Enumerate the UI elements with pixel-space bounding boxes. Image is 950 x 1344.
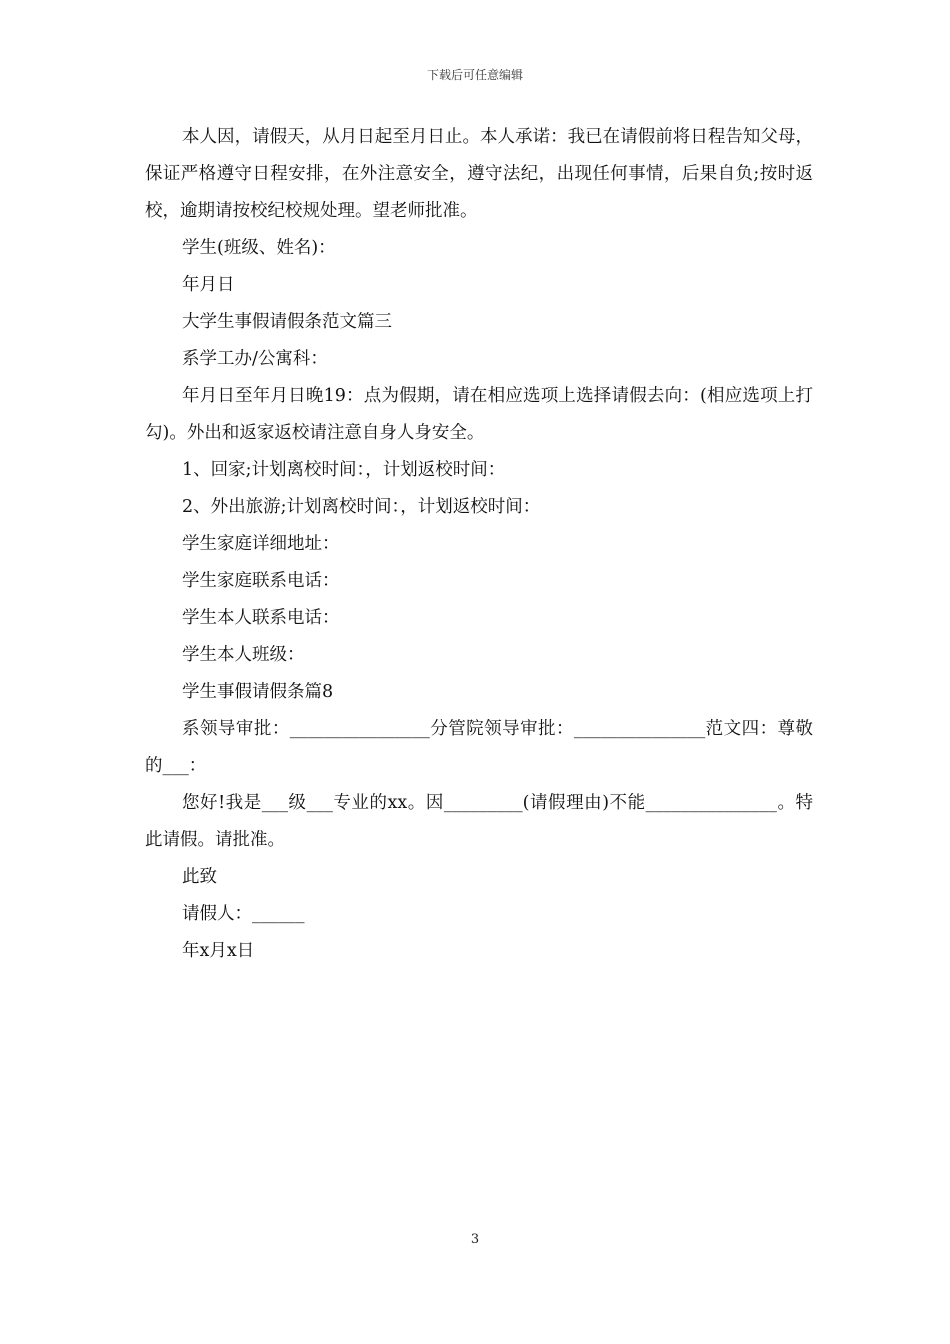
paragraph-option-travel: 2、外出旅游;计划离校时间：，计划返校时间： [182,497,541,517]
paragraph-home-phone: 学生家庭联系电话： [182,571,340,591]
page-header: 下载后可任意编辑 [426,68,523,82]
paragraph-student-class-name: 学生(班级、姓名)： [182,238,336,258]
section-title-3: 大学生事假请假条范文篇三 [182,312,392,332]
paragraph-home-address: 学生家庭详细地址： [182,534,340,554]
document-body [145,119,813,970]
paragraph-student-class: 学生本人班级： [182,645,305,665]
section-title-8: 学生事假请假条篇8 [182,682,334,702]
paragraph-student-phone: 学生本人联系电话： [182,608,340,628]
paragraph-option-home: 1、回家;计划离校时间：，计划返校时间： [182,460,506,480]
paragraph-approval: 系领导审批：________________分管院领导审批：_______________范文四：尊敬的___： [145,719,813,776]
page-number: 3 [470,1232,480,1247]
paragraph-pledge: 本人因，请假天，从月日起至月日止。本人承诺：我已在请假前将日程告知父母，保证严格遵守日程安排，在外注意安全，遵守法纪，出现任何事情，后果自负;按时返校，逾期请按校纪校规处理。望老师批准。 [145,127,813,221]
paragraph-holiday-notice: 年月日至年月日晚19：点为假期，请在相应选项上选择请假去向：(相应选项上打勾)。外出和返家返校请注意自身人身安全。 [145,386,813,443]
paragraph-greeting: 您好!我是___级___专业的xx。因_________(请假理由)不能_______________。特此请假。请批准。 [145,793,813,850]
paragraph-sign-date: 年x月x日 [182,941,255,961]
paragraph-applicant: 请假人：______ [182,904,305,924]
paragraph-addressee: 系学工办/公寓科： [182,349,328,369]
paragraph-date: 年月日 [182,275,235,295]
paragraph-closing: 此致 [182,867,217,887]
